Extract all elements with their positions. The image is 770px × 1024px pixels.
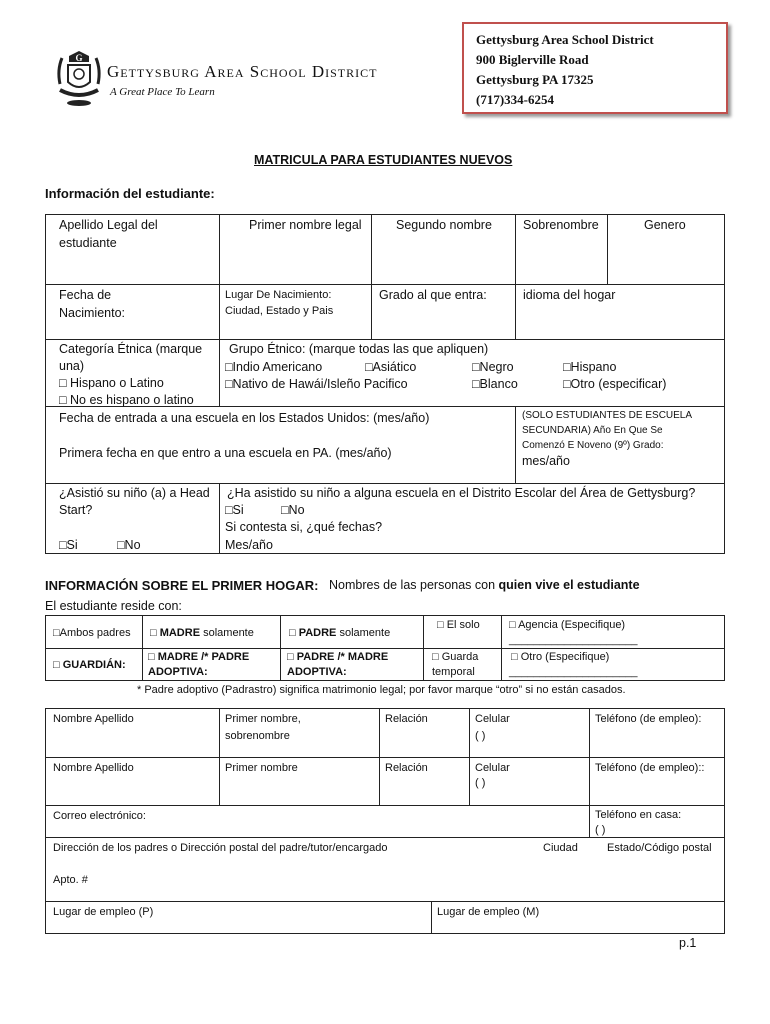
field-parent1-cell[interactable]: Celular — [475, 713, 510, 725]
field-other[interactable]: _____________________ — [509, 666, 638, 678]
head-start-question: ¿Asistió su niño (a) a Head — [59, 486, 210, 500]
field-hs-start-date[interactable]: mes/año — [522, 454, 570, 468]
address-line: (717)334-6254 — [476, 92, 554, 107]
form-title: MATRICULA PARA ESTUDIANTES NUEVOS — [254, 153, 513, 167]
address-line: 900 Biglerville Road — [476, 52, 589, 67]
checkbox-pacific-islander[interactable]: □Nativo de Hawái/Isleño Pacifico — [225, 377, 408, 391]
checkbox-white[interactable]: □Blanco — [472, 377, 518, 391]
student-section-title: Información del estudiante: — [45, 186, 215, 201]
district-motto: A Great Place To Learn — [110, 86, 215, 98]
field-home-language[interactable]: idioma del hogar — [523, 288, 616, 302]
field-home-phone[interactable]: Teléfono en casa: — [595, 809, 682, 821]
adoptive-father-label: ADOPTIVA: — [287, 666, 347, 678]
checkbox-black[interactable]: □Negro — [472, 360, 514, 374]
field-city[interactable]: Ciudad — [543, 842, 578, 854]
checkbox-hispanic[interactable]: □ Hispano o Latino — [59, 376, 164, 390]
field-parent2-cell[interactable]: Celular — [475, 762, 510, 774]
district-logo-emblem — [54, 48, 104, 108]
district-name: Gettysburg Area School District — [107, 62, 378, 81]
checkbox-not-hispanic[interactable]: □ No es hispano o latino — [59, 393, 194, 407]
adoptive-footnote: * Padre adoptivo (Padrastro) significa matrimonio legal; por favor marque “otro” si no están casados. — [137, 684, 626, 696]
field-middle-name[interactable]: Segundo nombre — [396, 218, 492, 232]
field-parent2-relation[interactable]: Relación — [385, 762, 428, 774]
adoptive-mother-label: ADOPTIVA: — [148, 666, 208, 678]
field-us-school-entry[interactable]: Fecha de entrada a una escuela en los Estados Unidos: (mes/año) — [59, 411, 430, 425]
checkbox-head-start-no[interactable]: □No — [117, 538, 141, 552]
home-phone-area: ( ) — [595, 824, 606, 836]
ethnic-group-title: Grupo Étnico: (marque todas las que apliquen) — [229, 342, 489, 356]
field-birthplace-label: Ciudad, Estado y Pais — [225, 305, 334, 317]
field-birthplace[interactable]: Lugar De Nacimiento: — [225, 289, 332, 301]
field-grade[interactable]: Grado al que entra: — [379, 288, 487, 302]
svg-text:G: G — [75, 53, 83, 63]
checkbox-guardian[interactable]: □ GUARDIÁN: — [53, 659, 126, 671]
field-parent2-work-phone[interactable]: Teléfono (de empleo):: — [595, 762, 705, 774]
checkbox-other-group[interactable]: □Otro (especificar) — [563, 377, 667, 391]
household-section-title: INFORMACIÓN SOBRE EL PRIMER HOGAR: — [45, 578, 319, 593]
field-pa-school-entry[interactable]: Primera fecha en que entro a una escuela en PA. (mes/año) — [59, 446, 392, 460]
checkbox-hispanic-group[interactable]: □Hispano — [563, 360, 617, 374]
field-address[interactable]: Dirección de los padres o Dirección postal del padre/tutor/encargado — [53, 842, 388, 854]
gasd-dates-label: Si contesta si, ¿qué fechas? — [225, 520, 383, 534]
head-start-question: Start? — [59, 503, 93, 517]
checkbox-gasd-no[interactable]: □No — [281, 503, 305, 517]
page-number: p.1 — [679, 936, 697, 950]
parent1-nickname-label: sobrenombre — [225, 730, 290, 742]
field-agency[interactable]: _____________________ — [509, 634, 638, 646]
address-line: Gettysburg PA 17325 — [476, 72, 594, 87]
district-address-box — [462, 22, 728, 114]
parent2-cell-area: ( ) — [475, 777, 486, 789]
field-parent1-first-name[interactable]: Primer nombre, — [225, 713, 301, 725]
field-gasd-dates[interactable]: Mes/año — [225, 538, 273, 552]
field-parent1-work-phone[interactable]: Teléfono (de empleo): — [595, 713, 702, 725]
checkbox-temporary-guardian[interactable]: □ Guarda — [432, 651, 479, 663]
field-employer-mother[interactable]: Lugar de empleo (M) — [437, 906, 540, 918]
ethnic-category-label: Categoría Étnica (marque — [59, 342, 203, 356]
checkbox-father-only[interactable]: □ PADRE solamente — [289, 627, 391, 639]
temporary-guardian-label: temporal — [432, 666, 475, 678]
checkbox-head-start-yes[interactable]: □Si — [59, 538, 78, 552]
ethnic-category-label: una) — [59, 359, 85, 373]
field-last-name[interactable]: Apellido Legal del — [59, 218, 158, 232]
hs-start-note: SECUNDARIA) Año En Que Se — [522, 425, 663, 436]
field-state-zip[interactable]: Estado/Código postal — [607, 842, 712, 854]
checkbox-adoptive-mother[interactable]: □ MADRE /* PADRE — [148, 651, 250, 663]
checkbox-asian[interactable]: □Asiático — [365, 360, 417, 374]
field-employer-father[interactable]: Lugar de empleo (P) — [53, 906, 154, 918]
checkbox-agency[interactable]: □ Agencia (Especifique) — [509, 619, 626, 631]
field-nickname[interactable]: Sobrenombre — [523, 218, 599, 232]
field-first-name[interactable]: Primer nombre legal — [249, 218, 362, 232]
checkbox-alone[interactable]: □ El solo — [437, 619, 480, 631]
field-last-name-label: estudiante — [59, 236, 117, 250]
hs-start-note: Comenzó E Noveno (9º) Grado: — [522, 440, 664, 451]
field-parent2-first-name[interactable]: Primer nombre — [225, 762, 298, 774]
checkbox-both-parents[interactable]: □Ambos padres — [53, 627, 131, 639]
gasd-attendance-question: ¿Ha asistido su niño a alguna escuela en el Distrito Escolar del Área de Gettysburg? — [227, 486, 696, 500]
address-line: Gettysburg Area School District — [476, 32, 654, 47]
hs-start-note: (SOLO ESTUDIANTES DE ESCUELA — [522, 410, 693, 421]
field-parent1-relation[interactable]: Relación — [385, 713, 428, 725]
household-subtitle: Nombres de las personas con quien vive el estudiante — [329, 578, 640, 592]
field-dob[interactable]: Fecha de — [59, 288, 112, 302]
checkbox-other[interactable]: □ Otro (Especifique) — [511, 651, 610, 663]
resides-with-label: El estudiante reside con: — [45, 599, 182, 613]
checkbox-mother-only[interactable]: □ MADRE solamente — [150, 627, 254, 639]
field-dob-label: Nacimiento: — [59, 306, 125, 320]
checkbox-gasd-yes[interactable]: □Si — [225, 503, 244, 517]
field-parent1-last-name[interactable]: Nombre Apellido — [53, 713, 134, 725]
checkbox-adoptive-father[interactable]: □ PADRE /* MADRE — [287, 651, 389, 663]
field-gender[interactable]: Genero — [644, 218, 686, 232]
checkbox-american-indian[interactable]: □Indio Americano — [225, 360, 323, 374]
field-apartment[interactable]: Apto. # — [53, 874, 88, 886]
field-parent2-last-name[interactable]: Nombre Apellido — [53, 762, 134, 774]
parent1-cell-area: ( ) — [475, 730, 486, 742]
field-email[interactable]: Correo electrónico: — [53, 810, 146, 822]
